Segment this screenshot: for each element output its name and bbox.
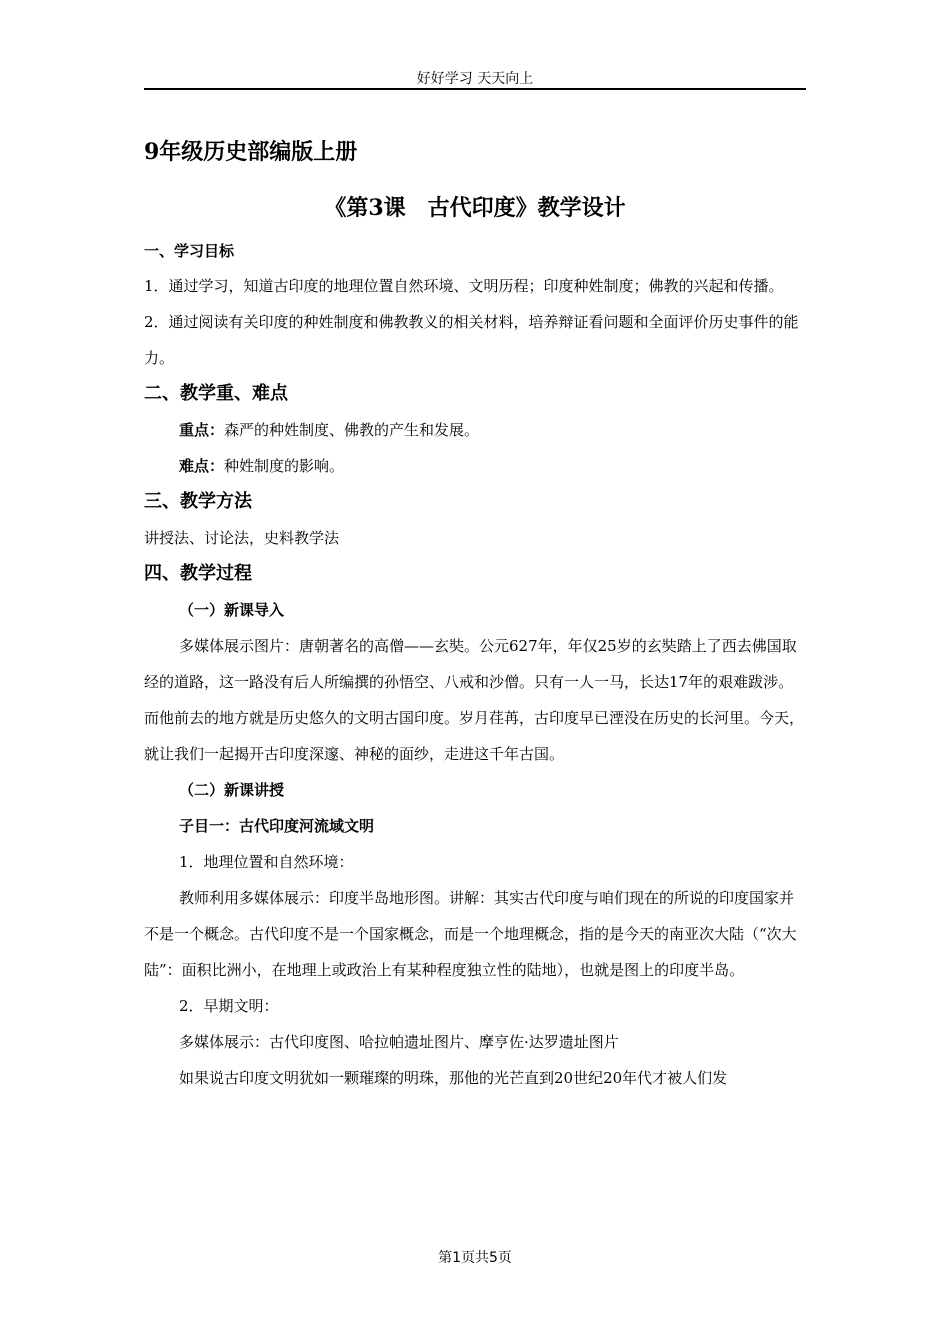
objective-2: 2．通过阅读有关印度的种姓制度和佛教教义的相关材料，培养辩证看问题和全面评价历史事件的能力。	[144, 313, 799, 367]
item1-title: 1．地理位置和自然环境：	[179, 853, 354, 871]
page-header: 好好学习 天天向上	[416, 71, 534, 87]
objective-1: 1．通过学习，知道古印度的地理位置自然环境、文明历程；印度种姓制度；佛教的兴起和传播。	[144, 277, 784, 295]
section-objectives-heading: 一、学习目标	[144, 242, 235, 260]
document-body	[144, 132, 806, 1096]
section-method-heading: 三、教学方法	[144, 491, 252, 512]
section-process-heading: 四、教学过程	[144, 563, 252, 584]
item2-text: 如果说古印度文明犹如一颗璀璨的明珠，那他的光芒直到20世纪20年代才被人们发	[179, 1069, 728, 1087]
key-point	[144, 412, 806, 448]
difficult-point	[144, 448, 806, 484]
section-focus-heading: 二、教学重、难点	[144, 383, 288, 404]
difficult-point-label: 难点：	[179, 457, 225, 475]
part2-heading: （二）新课讲授	[179, 781, 285, 799]
page-footer: 第1页共5页	[438, 1250, 512, 1266]
grade-label: 9年级历史部编版上册	[144, 139, 358, 165]
subtopic1-heading: 子目一：古代印度河流域文明	[179, 817, 375, 835]
part1-text: 多媒体展示图片：唐朝著名的高僧——玄奘。公元627年，年仅25岁的玄奘踏上了西去佛国取经的道路，这一路没有后人所编撰的孙悟空、八戒和沙僧。只有一人一马，长达17年的艰难跋涉。而他前去的地方就是历史悠久的文明古国印度。岁月荏苒，古印度早已湮没在历史的长河里。今天，就让我们一起揭开古印度深邃、神秘的面纱，走进这千年古国。	[144, 637, 805, 763]
key-point-text: 森严的种姓制度、佛教的产生和发展。	[224, 421, 480, 439]
difficult-point-text: 种姓制度的影响。	[224, 457, 345, 475]
key-point-label: 重点：	[179, 421, 225, 439]
item2-title: 2．早期文明：	[179, 997, 279, 1015]
item2-media: 多媒体展示：古代印度图、哈拉帕遗址图片、摩亨佐·达罗遗址图片	[179, 1033, 619, 1051]
method-text: 讲授法、讨论法，史料教学法	[144, 529, 340, 547]
part1-heading: （一）新课导入	[179, 601, 285, 619]
item1-text: 教师利用多媒体展示：印度半岛地形图。讲解：其实古代印度与咱们现在的所说的印度国家并不是一个概念。古代印度不是一个国家概念，而是一个地理概念，指的是今天的南亚次大陆（“次大陆”：面积比洲小，在地理上或政治上有某种程度独立性的陆地），也就是图上的印度半岛。	[144, 889, 797, 979]
document-title: 《第3课 古代印度》教学设计	[324, 195, 626, 221]
header-divider	[144, 88, 806, 90]
